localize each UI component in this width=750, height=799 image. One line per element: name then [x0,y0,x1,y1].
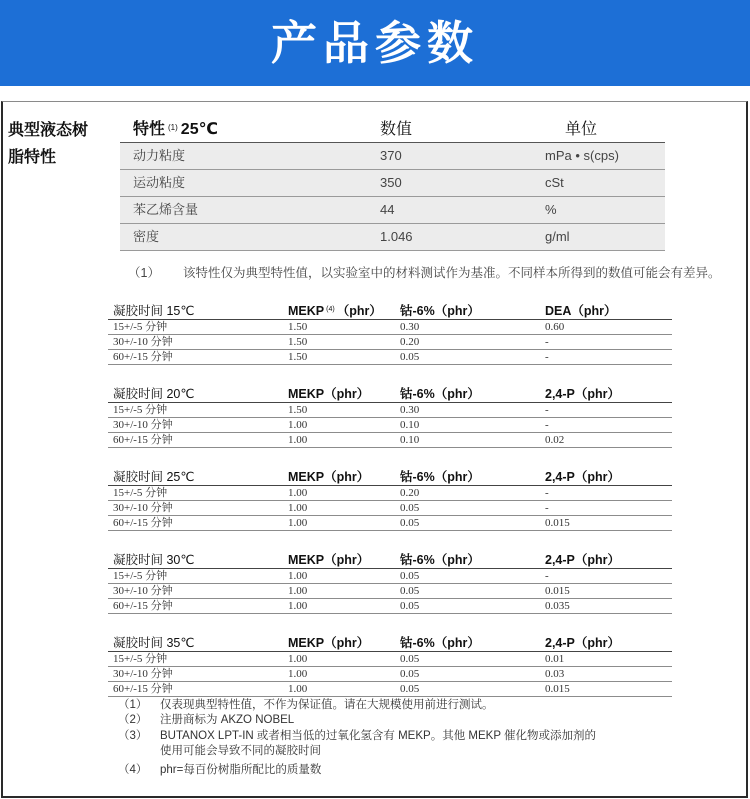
gel-time: 15+/-5 分钟 [113,321,168,333]
mekp-value: 1.00 [288,585,308,597]
footnote-marker: （2） [118,714,148,726]
gel-time-title: 凝胶时间 15℃ [113,304,195,318]
table-row [120,170,665,197]
gel-time-title: 凝胶时间 30℃ [113,553,195,567]
accelerator-column-header: 2,4-P（phr） [545,636,621,650]
gel-time: 60+/-15 分钟 [113,683,173,695]
cobalt-value: 0.05 [400,517,420,529]
footnote-marker: （4） [118,764,148,776]
table-row [120,224,665,251]
cobalt-value: 0.30 [400,404,420,416]
accelerator-value: - [545,336,549,348]
accelerator-column-header: 2,4-P（phr） [545,553,621,567]
gel-table-header [108,552,672,569]
cobalt-value: 0.20 [400,336,420,348]
cobalt-value: 0.05 [400,683,420,695]
mekp-value: 1.50 [288,404,308,416]
gel-table-35c [108,635,672,697]
mekp-unit: （phr） [324,387,370,401]
gel-time: 30+/-10 分钟 [113,336,173,348]
accelerator-value: 0.02 [545,434,565,446]
gel-time: 30+/-10 分钟 [113,585,173,597]
mekp-unit: （phr） [324,636,370,650]
table-row [120,197,665,224]
gel-time: 15+/-5 分钟 [113,570,168,582]
mekp-value: 1.00 [288,502,308,514]
table-row [108,569,672,584]
accelerator-value: 0.60 [545,321,565,333]
cobalt-column-header: 钴-6%（phr） [400,553,480,567]
accelerator-column-header: DEA（phr） [545,304,617,318]
temperature-label: 25℃ [180,121,218,138]
mekp-value: 1.50 [288,321,308,333]
accelerator-value: 0.03 [545,668,565,680]
gel-table-header [108,386,672,403]
accelerator-value: 0.035 [545,600,570,612]
gel-time-title: 凝胶时间 20℃ [113,387,195,401]
table-row [108,350,672,365]
mekp-value: 1.00 [288,570,308,582]
mekp-column-header [288,552,369,568]
cobalt-value: 0.05 [400,653,420,665]
table-row [108,652,672,667]
cobalt-column-header: 钴-6%（phr） [400,470,480,484]
gel-time: 30+/-10 分钟 [113,502,173,514]
unit-column-header: 单位 [565,121,598,138]
accelerator-value: - [545,419,549,431]
mekp-value: 1.00 [288,668,308,680]
gel-table-header [108,469,672,486]
property-value: 1.046 [380,229,413,244]
cobalt-value: 0.10 [400,434,420,446]
accelerator-column-header: 2,4-P（phr） [545,470,621,484]
cobalt-value: 0.05 [400,600,420,612]
gel-time-title: 凝胶时间 35℃ [113,636,195,650]
gel-table-15c [108,303,672,365]
property-footnote-ref: (1) [168,123,178,132]
accelerator-value: 0.015 [545,585,570,597]
gel-time: 15+/-5 分钟 [113,404,168,416]
table-row [108,320,672,335]
property-unit: % [545,202,557,217]
mekp-value: 1.00 [288,683,308,695]
property-unit: cSt [545,175,564,190]
mekp-label: MEKP [288,304,325,318]
resin-note-marker: （1） [128,266,160,280]
gel-time: 60+/-15 分钟 [113,351,173,363]
property-value: 350 [380,175,402,190]
table-row [108,486,672,501]
table-row [108,403,672,418]
gel-table-header [108,303,672,320]
mekp-value: 1.00 [288,419,308,431]
mekp-column-header [288,303,382,319]
property-name: 苯乙烯含量 [133,202,199,217]
footnote-text: 仅表现典型特性值，不作为保证值。请在大规模使用前进行测试。 [160,699,494,711]
footnote-text: phr=每百份树脂所配比的质量数 [160,764,322,776]
footnote-text-continued: 使用可能会导致不同的凝胶时间 [160,745,321,757]
property-unit: mPa • s(cps) [545,148,619,163]
gel-time-title: 凝胶时间 25℃ [113,470,195,484]
accelerator-value: 0.015 [545,517,570,529]
accelerator-value: - [545,351,549,363]
title-banner [0,0,750,86]
cobalt-value: 0.05 [400,351,420,363]
gel-time: 60+/-15 分钟 [113,517,173,529]
mekp-column-header [288,469,369,485]
mekp-value: 1.00 [288,517,308,529]
cobalt-value: 0.20 [400,487,420,499]
mekp-value: 1.00 [288,487,308,499]
mekp-label: MEKP [288,636,325,650]
accelerator-value: 0.015 [545,683,570,695]
table-row [108,584,672,599]
property-value: 370 [380,148,402,163]
cobalt-value: 0.05 [400,502,420,514]
accelerator-value: - [545,502,549,514]
mekp-label: MEKP [288,387,325,401]
gel-table-30c [108,552,672,614]
gel-time: 15+/-5 分钟 [113,487,168,499]
footnote-marker: （3） [118,730,148,742]
cobalt-column-header: 钴-6%（phr） [400,304,480,318]
accelerator-column-header: 2,4-P（phr） [545,387,621,401]
table-row [120,143,665,170]
gel-table-header [108,635,672,652]
table-row [108,418,672,433]
table-row [108,667,672,682]
mekp-value: 1.00 [288,434,308,446]
gel-table-20c [108,386,672,448]
mekp-value: 1.50 [288,351,308,363]
accelerator-value: 0.01 [545,653,565,665]
accelerator-value: - [545,487,549,499]
resin-section-title: 典型液态树脂特性 [8,122,89,166]
mekp-value: 1.50 [288,336,308,348]
table-row [108,501,672,516]
table-row [108,682,672,697]
property-name: 运动粘度 [133,175,186,190]
cobalt-value: 0.05 [400,668,420,680]
cobalt-value: 0.30 [400,321,420,333]
gel-time: 30+/-10 分钟 [113,668,173,680]
accelerator-value: - [545,570,549,582]
property-unit: g/ml [545,229,570,244]
property-name: 密度 [133,229,160,244]
property-column-header [133,118,218,142]
mekp-unit: （phr） [324,553,370,567]
mekp-footnote-ref: (4) [326,306,335,313]
mekp-value: 1.00 [288,600,308,612]
table-row [108,433,672,448]
cobalt-column-header: 钴-6%（phr） [400,636,480,650]
mekp-unit: （phr） [324,470,370,484]
gel-time: 60+/-15 分钟 [113,434,173,446]
cobalt-column-header: 钴-6%（phr） [400,387,480,401]
page-title: 产品参数 [271,17,479,69]
resin-note-text: 该特性仅为典型特性值，以实验室中的材料测试作为基准。不同样本所得到的数值可能会有差异。 [183,266,721,280]
property-value: 44 [380,202,395,217]
gel-table-25c [108,469,672,531]
table-row [108,516,672,531]
table-row [108,335,672,350]
mekp-label: MEKP [288,553,325,567]
mekp-label: MEKP [288,470,325,484]
cobalt-value: 0.10 [400,419,420,431]
mekp-unit: （phr） [336,304,382,318]
cobalt-value: 0.05 [400,585,420,597]
mekp-value: 1.00 [288,653,308,665]
gel-time: 60+/-15 分钟 [113,600,173,612]
accelerator-value: - [545,404,549,416]
gel-time: 30+/-10 分钟 [113,419,173,431]
property-name: 动力粘度 [133,148,186,163]
footnote-marker: （1） [118,699,148,711]
mekp-column-header [288,635,369,651]
mekp-column-header [288,386,369,402]
gel-time: 15+/-5 分钟 [113,653,168,665]
value-column-header: 数值 [380,121,413,138]
property-header-label: 特性 [133,121,166,138]
footnote-text: 注册商标为 AKZO NOBEL [160,714,295,726]
cobalt-value: 0.05 [400,570,420,582]
resin-table-header [120,118,665,143]
footnote-text: BUTANOX LPT-IN 或者相当低的过氧化氢含有 MEKP。其他 MEKP 催化物或添加剂的 [160,730,596,742]
table-row [108,599,672,614]
resin-properties-table [120,118,665,251]
